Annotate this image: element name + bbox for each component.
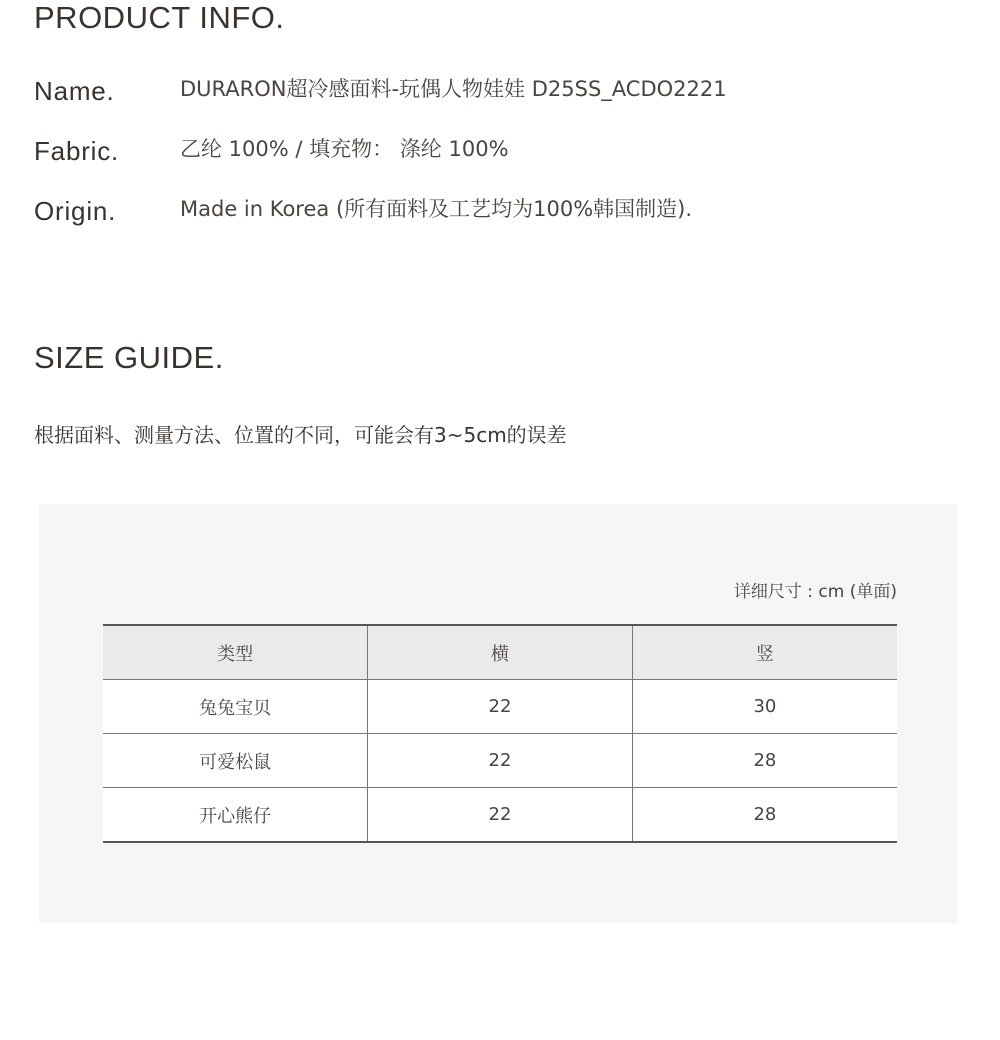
header-height: 竖 <box>632 625 897 680</box>
table-header-row <box>103 625 897 680</box>
info-value-name: DURARON超冷感面料-玩偶人物娃娃 D25SS_ACDO2221 <box>180 77 727 101</box>
header-width: 横 <box>368 625 633 680</box>
table-row <box>103 734 897 788</box>
cell-height: 28 <box>632 788 897 843</box>
cell-height: 28 <box>632 734 897 788</box>
info-value-origin: Made in Korea (所有面料及工艺均为100%韩国制造). <box>180 197 693 221</box>
size-table <box>103 624 897 843</box>
cell-type: 可爱松鼠 <box>103 734 368 788</box>
info-label-name: Name. <box>34 76 115 106</box>
cell-type: 兔兔宝贝 <box>103 680 368 734</box>
cell-width: 22 <box>368 680 633 734</box>
size-guide-title: SIZE GUIDE. <box>34 340 224 375</box>
info-label-fabric: Fabric. <box>34 136 120 166</box>
info-label-origin: Origin. <box>34 196 117 226</box>
cell-width: 22 <box>368 788 633 843</box>
size-table-panel <box>39 504 958 923</box>
info-row-origin <box>34 193 934 229</box>
info-row-name <box>34 73 934 109</box>
cell-width: 22 <box>368 734 633 788</box>
cell-type: 开心熊仔 <box>103 788 368 843</box>
header-type: 类型 <box>103 625 368 680</box>
table-row <box>103 788 897 843</box>
unit-note: 详细尺寸 : cm (单面) <box>733 582 897 602</box>
cell-height: 30 <box>632 680 897 734</box>
info-value-fabric: 乙纶 100% / 填充物： 涤纶 100% <box>180 137 509 161</box>
product-info-title: PRODUCT INFO. <box>34 0 285 35</box>
size-tolerance-note: 根据面料、测量方法、位置的不同，可能会有3~5cm的误差 <box>34 423 567 447</box>
info-row-fabric <box>34 133 934 169</box>
table-row <box>103 680 897 734</box>
